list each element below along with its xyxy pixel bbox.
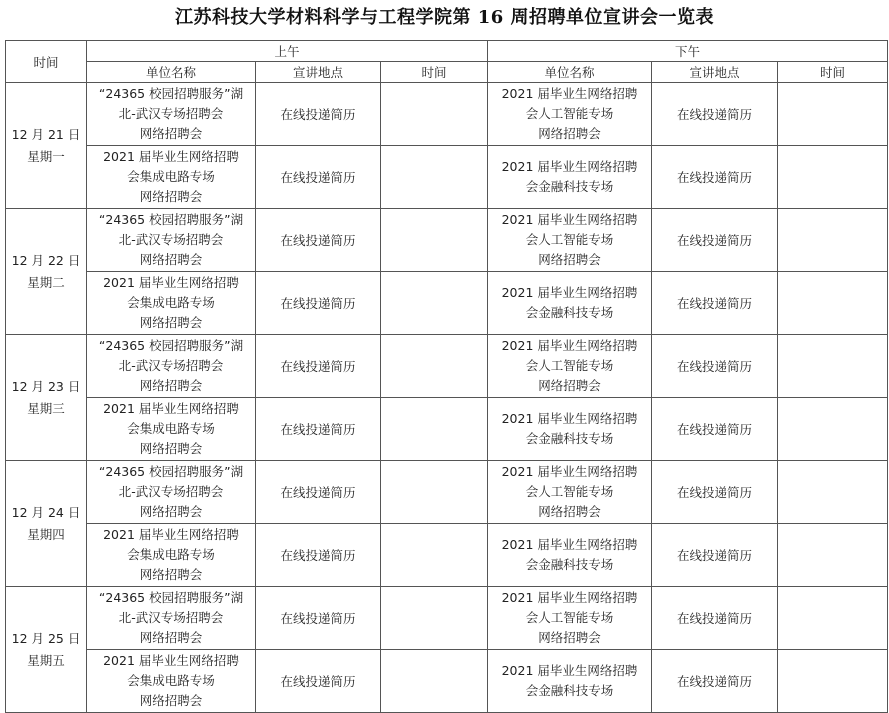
unit-name-line: 2021 届毕业生网络招聘	[501, 338, 638, 353]
unit-name-line: 网络招聘会	[538, 378, 601, 393]
unit-name-line: 网络招聘会	[538, 126, 601, 141]
am-unit-cell	[87, 398, 256, 461]
am-unit-cell	[87, 524, 256, 587]
am-unit-cell	[87, 83, 256, 146]
unit-name-line: 网络招聘会	[139, 630, 203, 645]
unit-name-line: 网络招聘会	[139, 189, 203, 204]
pm-unit-cell	[488, 272, 652, 335]
header-row-sub	[6, 62, 888, 83]
unit-name-line: 会集成电路专场	[127, 673, 215, 688]
table-row	[6, 587, 888, 650]
unit-name-line: 会金融科技专场	[525, 305, 614, 320]
header-pm-venue: 宣讲地点	[652, 62, 778, 83]
am-unit-cell	[87, 209, 256, 272]
unit-name-line: 2021 届毕业生网络招聘	[501, 411, 638, 426]
pm-time-cell	[778, 398, 888, 461]
table-row	[6, 461, 888, 524]
unit-name-line: 2021 届毕业生网络招聘	[501, 86, 638, 101]
pm-unit-cell	[488, 650, 652, 713]
am-time-cell	[381, 461, 488, 524]
day-weekday: 星期二	[27, 274, 65, 290]
am-time-cell	[381, 398, 488, 461]
unit-name-line: 会集成电路专场	[127, 421, 215, 436]
unit-name-line: “24365 校园招聘服务”湖	[98, 464, 244, 479]
am-venue-cell: 在线投递简历	[256, 146, 381, 209]
day-weekday: 星期四	[27, 526, 65, 542]
pm-time-cell	[778, 209, 888, 272]
pm-venue-cell: 在线投递简历	[652, 398, 778, 461]
unit-name-line: 北-武汉专场招聘会	[118, 232, 224, 247]
pm-time-cell	[778, 650, 888, 713]
am-unit-cell	[87, 146, 256, 209]
am-unit-cell	[87, 272, 256, 335]
unit-name-line: 网络招聘会	[139, 252, 203, 267]
day-date: 12 月 24 日	[11, 504, 81, 520]
unit-name-line: 网络招聘会	[538, 252, 601, 267]
am-unit-cell	[87, 335, 256, 398]
am-time-cell	[381, 146, 488, 209]
unit-name-line: 2021 届毕业生网络招聘	[103, 401, 239, 416]
unit-name-line: 2021 届毕业生网络招聘	[501, 285, 638, 300]
pm-venue-cell: 在线投递简历	[652, 209, 778, 272]
pm-venue-cell: 在线投递简历	[652, 272, 778, 335]
am-time-cell	[381, 272, 488, 335]
pm-time-cell	[778, 587, 888, 650]
table-row	[6, 335, 888, 398]
unit-name-line: 2021 届毕业生网络招聘	[103, 275, 239, 290]
pm-venue-cell: 在线投递简历	[652, 587, 778, 650]
unit-name-line: 网络招聘会	[139, 315, 203, 330]
unit-name-line: “24365 校园招聘服务”湖	[98, 212, 244, 227]
day-weekday: 星期一	[27, 148, 65, 164]
unit-name-line: 2021 届毕业生网络招聘	[501, 663, 638, 678]
am-venue-cell: 在线投递简历	[256, 524, 381, 587]
am-unit-cell	[87, 461, 256, 524]
pm-time-cell	[778, 272, 888, 335]
unit-name-line: 北-武汉专场招聘会	[118, 484, 224, 499]
table-row	[6, 146, 888, 209]
table-row	[6, 398, 888, 461]
pm-time-cell	[778, 83, 888, 146]
day-cell	[6, 83, 87, 209]
unit-name-line: 网络招聘会	[139, 378, 203, 393]
am-venue-cell: 在线投递简历	[256, 335, 381, 398]
am-venue-cell: 在线投递简历	[256, 587, 381, 650]
am-time-cell	[381, 335, 488, 398]
am-time-cell	[381, 83, 488, 146]
unit-name-line: 北-武汉专场招聘会	[118, 106, 224, 121]
pm-unit-cell	[488, 209, 652, 272]
unit-name-line: 会人工智能专场	[525, 358, 614, 373]
unit-name-line: 2021 届毕业生网络招聘	[501, 464, 638, 479]
unit-name-line: 会集成电路专场	[127, 295, 215, 310]
am-venue-cell: 在线投递简历	[256, 398, 381, 461]
am-venue-cell: 在线投递简历	[256, 272, 381, 335]
header-row-top	[6, 41, 888, 62]
unit-name-line: 会金融科技专场	[525, 557, 614, 572]
pm-unit-cell	[488, 587, 652, 650]
pm-time-cell	[778, 524, 888, 587]
unit-name-line: 会集成电路专场	[127, 169, 215, 184]
pm-venue-cell: 在线投递简历	[652, 83, 778, 146]
header-am-time: 时间	[381, 62, 488, 83]
header-morning: 上午	[87, 41, 488, 62]
day-cell	[6, 335, 87, 461]
page-title: 江苏科技大学材料科学与工程学院第 16 周招聘单位宣讲会一览表	[174, 7, 715, 28]
unit-name-line: 会金融科技专场	[525, 431, 614, 446]
unit-name-line: 2021 届毕业生网络招聘	[501, 590, 638, 605]
am-time-cell	[381, 524, 488, 587]
day-date: 12 月 25 日	[11, 630, 81, 646]
unit-name-line: 北-武汉专场招聘会	[118, 358, 224, 373]
unit-name-line: 网络招聘会	[139, 693, 203, 708]
day-cell	[6, 461, 87, 587]
pm-venue-cell: 在线投递简历	[652, 461, 778, 524]
day-date: 12 月 23 日	[11, 378, 81, 394]
pm-unit-cell	[488, 335, 652, 398]
unit-name-line: 会人工智能专场	[525, 106, 614, 121]
am-venue-cell: 在线投递简历	[256, 650, 381, 713]
table-row	[6, 272, 888, 335]
pm-time-cell	[778, 461, 888, 524]
pm-venue-cell: 在线投递简历	[652, 146, 778, 209]
unit-name-line: 2021 届毕业生网络招聘	[501, 537, 638, 552]
pm-unit-cell	[488, 398, 652, 461]
unit-name-line: 2021 届毕业生网络招聘	[103, 653, 239, 668]
pm-unit-cell	[488, 146, 652, 209]
schedule-table	[5, 40, 888, 713]
pm-unit-cell	[488, 461, 652, 524]
day-cell	[6, 587, 87, 713]
table-row	[6, 650, 888, 713]
pm-time-cell	[778, 335, 888, 398]
unit-name-line: 2021 届毕业生网络招聘	[501, 212, 638, 227]
schedule-body	[6, 83, 888, 713]
header-time: 时间	[6, 41, 87, 83]
unit-name-line: 会人工智能专场	[525, 610, 614, 625]
unit-name-line: 网络招聘会	[538, 504, 601, 519]
am-time-cell	[381, 587, 488, 650]
am-unit-cell	[87, 587, 256, 650]
table-row	[6, 209, 888, 272]
day-weekday: 星期三	[27, 400, 65, 416]
unit-name-line: 会金融科技专场	[525, 683, 614, 698]
header-am-unit: 单位名称	[87, 62, 256, 83]
header-am-venue: 宣讲地点	[256, 62, 381, 83]
day-date: 12 月 22 日	[11, 252, 81, 268]
table-row	[6, 83, 888, 146]
unit-name-line: 会集成电路专场	[127, 547, 215, 562]
header-pm-time: 时间	[778, 62, 888, 83]
unit-name-line: 网络招聘会	[139, 504, 203, 519]
unit-name-line: 网络招聘会	[139, 126, 203, 141]
header-pm-unit: 单位名称	[488, 62, 652, 83]
day-weekday: 星期五	[27, 652, 65, 668]
am-venue-cell: 在线投递简历	[256, 209, 381, 272]
unit-name-line: 会金融科技专场	[525, 179, 614, 194]
day-cell	[6, 209, 87, 335]
unit-name-line: 会人工智能专场	[525, 484, 614, 499]
pm-venue-cell: 在线投递简历	[652, 524, 778, 587]
unit-name-line: 网络招聘会	[139, 567, 203, 582]
unit-name-line: 2021 届毕业生网络招聘	[103, 149, 239, 164]
unit-name-line: 2021 届毕业生网络招聘	[501, 159, 638, 174]
unit-name-line: 会人工智能专场	[525, 232, 614, 247]
pm-time-cell	[778, 146, 888, 209]
unit-name-line: “24365 校园招聘服务”湖	[98, 590, 244, 605]
day-date: 12 月 21 日	[11, 126, 81, 142]
am-unit-cell	[87, 650, 256, 713]
unit-name-line: 2021 届毕业生网络招聘	[103, 527, 239, 542]
am-time-cell	[381, 650, 488, 713]
unit-name-line: 北-武汉专场招聘会	[118, 610, 224, 625]
unit-name-line: “24365 校园招聘服务”湖	[98, 338, 244, 353]
unit-name-line: 网络招聘会	[538, 630, 601, 645]
pm-venue-cell: 在线投递简历	[652, 650, 778, 713]
unit-name-line: 网络招聘会	[139, 441, 203, 456]
pm-unit-cell	[488, 83, 652, 146]
header-afternoon: 下午	[488, 41, 888, 62]
am-time-cell	[381, 209, 488, 272]
am-venue-cell: 在线投递简历	[256, 461, 381, 524]
am-venue-cell: 在线投递简历	[256, 83, 381, 146]
pm-unit-cell	[488, 524, 652, 587]
unit-name-line: “24365 校园招聘服务”湖	[98, 86, 244, 101]
table-row	[6, 524, 888, 587]
pm-venue-cell: 在线投递简历	[652, 335, 778, 398]
